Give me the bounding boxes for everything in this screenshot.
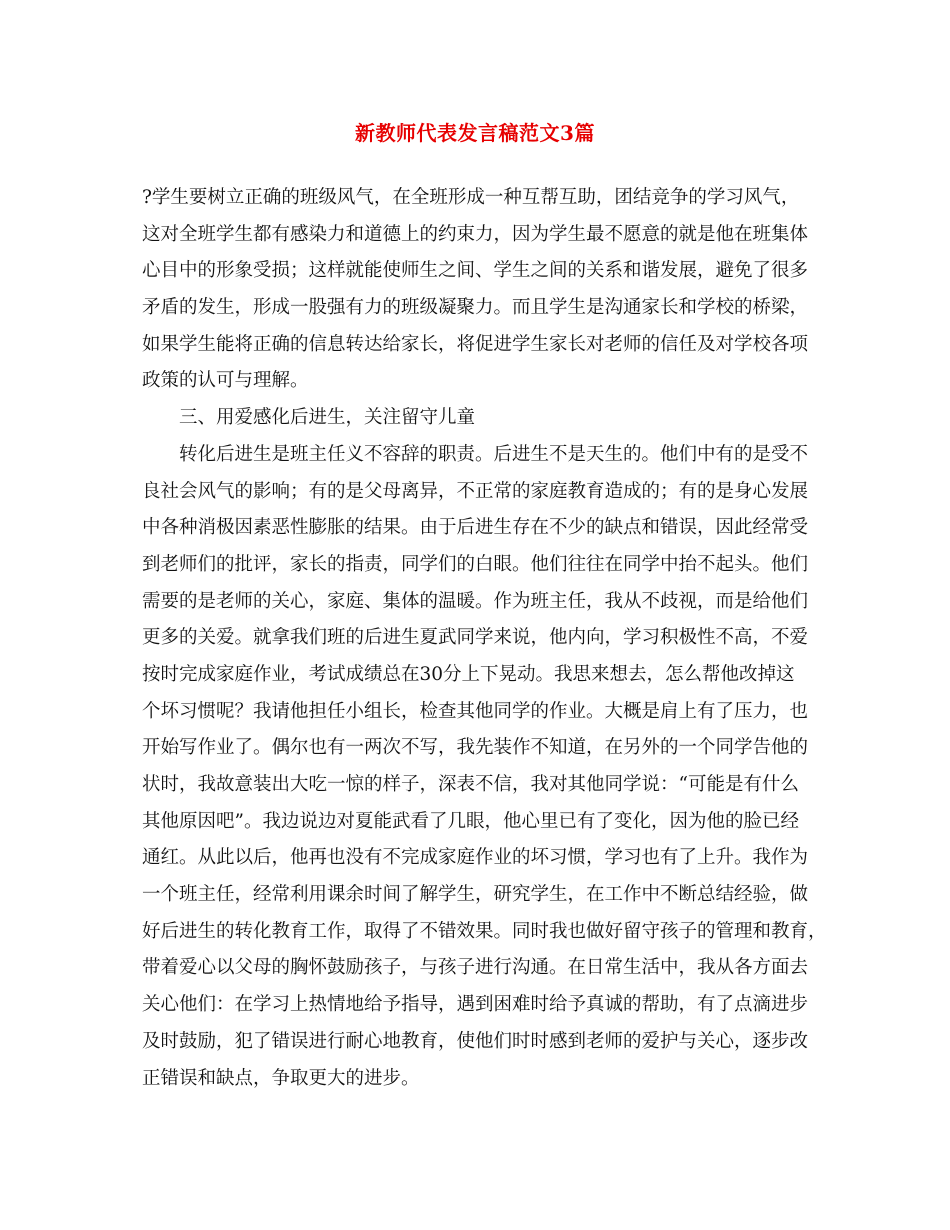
text-line: 通红。从此以后，他再也没有不完成家庭作业的坏习惯，学习也有了上升。我作为 (142, 847, 809, 869)
text-line: 状时，我故意装出大吃一惊的样子，深表不信，我对其他同学说：“可能是有什么 (142, 774, 799, 795)
document-body (142, 180, 827, 1097)
text-line: 好后进生的转化教育工作，取得了不错效果。同时我也做好留守孩子的管理和教育， (142, 920, 827, 942)
text-line: 这对全班学生都有感染力和道德上的约束力，因为学生最不愿意的就是他在班集体 (142, 223, 809, 245)
document-title: 新教师代表发言稿范文3篇 (355, 121, 595, 145)
text-line: 正错误和缺点，争取更大的进步。 (142, 1067, 420, 1089)
text-line: 需要的是老师的关心，家庭、集体的温暖。作为班主任，我从不歧视，而是给他们 (142, 590, 809, 612)
text-line: 良社会风气的影响；有的是父母离异，不正常的家庭教育造成的；有的是身心发展 (142, 480, 809, 502)
text-line: 政策的认可与理解。 (142, 370, 309, 392)
text-line: 按时完成家庭作业，考试成绩总在30分上下晃动。我思来想去，怎么帮他改掉这 (142, 663, 795, 685)
text-line: 矛盾的发生，形成一股强有力的班级凝聚力。而且学生是沟通家长和学校的桥梁， (142, 297, 809, 319)
text-line: 开始写作业了。偶尔也有一两次不写，我先装作不知道，在另外的一个同学告他的 (142, 737, 809, 759)
text-line: ?学生要树立正确的班级风气，在全班形成一种互帮互助，团结竞争的学习风气， (142, 187, 800, 208)
text-line: 如果学生能将正确的信息转达给家长，将促进学生家长对老师的信任及对学校各项 (142, 333, 809, 355)
text-line: 心目中的形象受损；这样就能使师生之间、学生之间的关系和谐发展，避免了很多 (142, 260, 809, 282)
text-line: 及时鼓励，犯了错误进行耐心地教育，使他们时时感到老师的爱护与关心，逐步改 (142, 1030, 809, 1052)
text-line: 关心他们：在学习上热情地给予指导，遇到困难时给予真诚的帮助，有了点滴进步 (142, 994, 809, 1016)
text-line: 带着爱心以父母的胸怀鼓励孩子，与孩子进行沟通。在日常生活中，我从各方面去 (142, 957, 809, 979)
text-line: 更多的关爱。就拿我们班的后进生夏武同学来说，他内向，学习积极性不高，不爱 (142, 627, 809, 649)
text-line: 转化后进生是班主任义不容辞的职责。后进生不是天生的。他们中有的是受不 (179, 443, 809, 465)
text-line: 个坏习惯呢？我请他担任小组长，检查其他同学的作业。大概是肩上有了压力，也 (142, 700, 809, 722)
text-line: 三、用爱感化后进生，关注留守儿童 (179, 407, 476, 429)
text-line: 一个班主任，经常利用课余时间了解学生，研究学生，在工作中不断总结经验，做 (142, 884, 809, 906)
text-line: 到老师们的批评，家长的指责，同学们的白眼。他们往往在同学中抬不起头。他们 (142, 553, 809, 575)
text-line: 中各种消极因素恶性膨胀的结果。由于后进生存在不少的缺点和错误，因此经常受 (142, 517, 809, 539)
text-line: 其他原因吧”。我边说边对夏能武看了几眼，他心里已有了变化，因为他的脸已经 (142, 810, 799, 832)
